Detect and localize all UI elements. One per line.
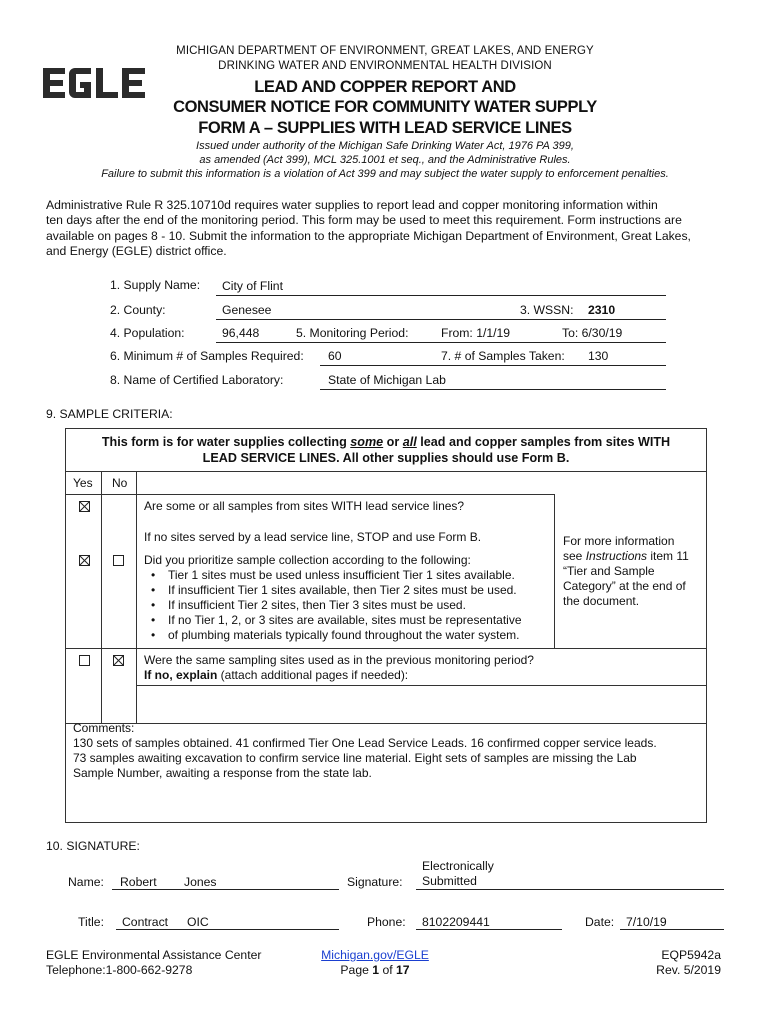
revision: Rev. 5/2019	[656, 963, 721, 977]
tier-item: • Tier 1 sites must be used unless insufficient Tier 1 sites available.	[168, 568, 588, 583]
lab-label: 8. Name of Certified Laboratory:	[110, 373, 284, 387]
phone-field[interactable]	[416, 913, 562, 930]
page-number	[270, 963, 480, 978]
yes-column-header: Yes	[73, 476, 93, 490]
info-text: the document.	[563, 594, 640, 608]
page-text: of	[379, 963, 396, 977]
title-field[interactable]	[116, 913, 339, 930]
check-x-icon	[114, 656, 123, 665]
intro-paragraph	[46, 198, 726, 260]
divider	[66, 494, 554, 495]
name-label: Name:	[68, 875, 104, 889]
county-value: Genesee	[222, 303, 272, 317]
wssn-value: 2310	[588, 303, 616, 317]
q3-explain-rest: (attach additional pages if needed):	[217, 668, 409, 682]
comments-label: Comments:	[73, 721, 135, 735]
monitoring-period-label: 5. Monitoring Period:	[296, 326, 409, 340]
page-current: 1	[372, 963, 380, 977]
no-column-header: No	[112, 476, 128, 490]
q1-question: Are some or all samples from sites WITH lead service lines?	[144, 499, 465, 513]
authority-line3: Failure to submit this information is a violation of Act 399 and may subject the water supply to enforcement penalties.	[101, 168, 669, 180]
signature-label: Signature:	[347, 875, 403, 889]
q2-yes-checkbox[interactable]	[79, 555, 90, 566]
supply-name-value: City of Flint	[222, 279, 283, 293]
page-total: 17	[396, 963, 410, 977]
notice-some: some	[350, 435, 384, 449]
tier-item: • If insufficient Tier 1 sites available, then Tier 2 sites must be used.	[168, 583, 588, 598]
tier-item: • If no Tier 1, 2, or 3 sites are available, sites must be representative	[168, 613, 588, 628]
samples-taken-label: 7. # of Samples Taken:	[441, 349, 565, 363]
telephone: Telephone:1-800-662-9278	[46, 963, 193, 977]
comments-text: 130 sets of samples obtained. 41 confirmed Tier One Lead Service Leads. 16 confirmed copper service leads.	[73, 736, 657, 750]
signature-section-label: 10. SIGNATURE:	[46, 839, 140, 853]
q3-no-checkbox[interactable]	[113, 655, 124, 666]
notice-line2: LEAD SERVICE LINES. All other supplies should use Form B.	[202, 451, 570, 465]
q3-explain	[144, 668, 408, 683]
min-samples-value: 60	[328, 349, 342, 363]
period-from-value: From: 1/1/19	[441, 326, 511, 340]
intro-line: ten days after the end of the monitoring period. This form may be used to meet this requirement. Form instructions are	[46, 213, 682, 228]
date-field[interactable]	[620, 913, 724, 930]
info-text: For more information	[563, 534, 675, 548]
samples-field[interactable]	[320, 346, 666, 366]
population-label: 4. Population:	[110, 326, 185, 340]
signature-value-line2: Submitted	[422, 874, 477, 888]
date-label: Date:	[585, 915, 615, 929]
division-name: DRINKING WATER AND ENVIRONMENTAL HEALTH DIVISION	[218, 60, 552, 72]
info-text: Category” at the end of	[563, 579, 686, 593]
supply-name-field[interactable]	[216, 276, 666, 296]
intro-line: and Energy (EGLE) district office.	[46, 244, 227, 259]
title-value-b: OIC	[187, 915, 209, 929]
intro-line: available on pages 8 - 10. Submit the information to the appropriate Michigan Department of Environment, Great Lakes,	[46, 228, 691, 243]
sample-criteria-box	[65, 428, 707, 823]
q3-yes-checkbox[interactable]	[79, 655, 90, 666]
q1-note: If no sites served by a lead service line, STOP and use Form B.	[144, 530, 482, 544]
phone-label: Phone:	[367, 915, 406, 929]
form-title-line1: LEAD AND COPPER REPORT AND	[254, 78, 516, 96]
comments-area[interactable]	[73, 721, 698, 781]
check-x-icon	[80, 502, 89, 511]
min-samples-label: 6. Minimum # of Samples Required:	[110, 349, 304, 363]
form-code: EQP5942a	[661, 948, 721, 962]
form-title-line3: FORM A – SUPPLIES WITH LEAD SERVICE LINES	[198, 119, 572, 137]
title-label: Title:	[78, 915, 104, 929]
info-text: item 11	[647, 549, 689, 563]
q1-yes-checkbox[interactable]	[79, 501, 90, 512]
intro-line: Administrative Rule R 325.10710d requires water supplies to report lead and copper monitoring information within	[46, 198, 658, 212]
notice-or: or	[383, 435, 403, 449]
lab-value: State of Michigan Lab	[328, 373, 446, 387]
authority-line2: as amended (Act 399), MCL 325.1001 et seq., and the Administrative Rules.	[199, 154, 571, 166]
comments-text: 73 samples awaiting excavation to confirm service line material. Eight sets of samples are missing the Lab	[73, 751, 637, 765]
divider	[66, 648, 706, 649]
egle-website-link[interactable]: Michigan.gov/EGLE	[321, 948, 429, 962]
divider	[66, 471, 706, 472]
notice-all: all	[402, 435, 417, 449]
supply-name-label: 1. Supply Name:	[110, 278, 201, 292]
assistance-center: EGLE Environmental Assistance Center	[46, 948, 262, 962]
tier-item: • If insufficient Tier 2 sites, then Tier 3 sites must be used.	[168, 598, 588, 613]
sample-criteria-label: 9. SAMPLE CRITERIA:	[46, 407, 173, 421]
comments-text: Sample Number, awaiting a response from the state lab.	[73, 766, 372, 780]
signature-value-line1: Electronically	[422, 859, 494, 873]
instructions-note	[563, 534, 703, 609]
first-name-value: Robert	[120, 875, 157, 889]
last-name-value: Jones	[184, 875, 217, 889]
q2-no-checkbox[interactable]	[113, 555, 124, 566]
q2-question: Did you prioritize sample collection according to the following:	[144, 553, 471, 567]
lab-field[interactable]	[320, 370, 666, 390]
date-value: 7/10/19	[626, 915, 667, 929]
q3-question: Were the same sampling sites used as in the previous monitoring period?	[144, 653, 534, 667]
tier-item-continued: • of plumbing materials typically found throughout the water system.	[168, 628, 588, 643]
q3-explain-bold: If no, explain	[144, 668, 218, 682]
period-to-value: To: 6/30/19	[562, 326, 623, 340]
notice-text: This form is for water supplies collecting	[101, 435, 351, 449]
tier-list	[144, 568, 588, 643]
notice-text: lead and copper samples from sites WITH	[416, 435, 671, 449]
info-text: “Tier and Sample	[563, 564, 655, 578]
phone-value: 8102209441	[422, 915, 490, 929]
population-value: 96,448	[222, 326, 260, 340]
signature-field[interactable]	[416, 858, 724, 890]
form-notice	[66, 434, 706, 466]
footer-center	[270, 948, 480, 978]
divider	[136, 685, 706, 686]
divider	[101, 471, 102, 723]
department-name: MICHIGAN DEPARTMENT OF ENVIRONMENT, GREAT LAKES, AND ENERGY	[176, 45, 594, 57]
title-value-a: Contract	[122, 915, 169, 929]
info-text: see	[563, 549, 586, 563]
page-text: Page	[340, 963, 373, 977]
form-title-line2: CONSUMER NOTICE FOR COMMUNITY WATER SUPPLY	[173, 98, 597, 116]
check-x-icon	[80, 556, 89, 565]
county-label: 2. County:	[110, 303, 166, 317]
authority-line1: Issued under authority of the Michigan Safe Drinking Water Act, 1976 PA 399,	[196, 140, 574, 152]
info-instructions: Instructions	[585, 549, 648, 563]
name-field[interactable]	[112, 873, 339, 890]
samples-taken-value: 130	[588, 349, 609, 363]
footer-right	[600, 948, 721, 978]
population-field[interactable]	[216, 323, 666, 343]
wssn-label: 3. WSSN:	[520, 303, 574, 317]
county-field[interactable]	[216, 300, 666, 320]
footer-left	[46, 948, 261, 978]
